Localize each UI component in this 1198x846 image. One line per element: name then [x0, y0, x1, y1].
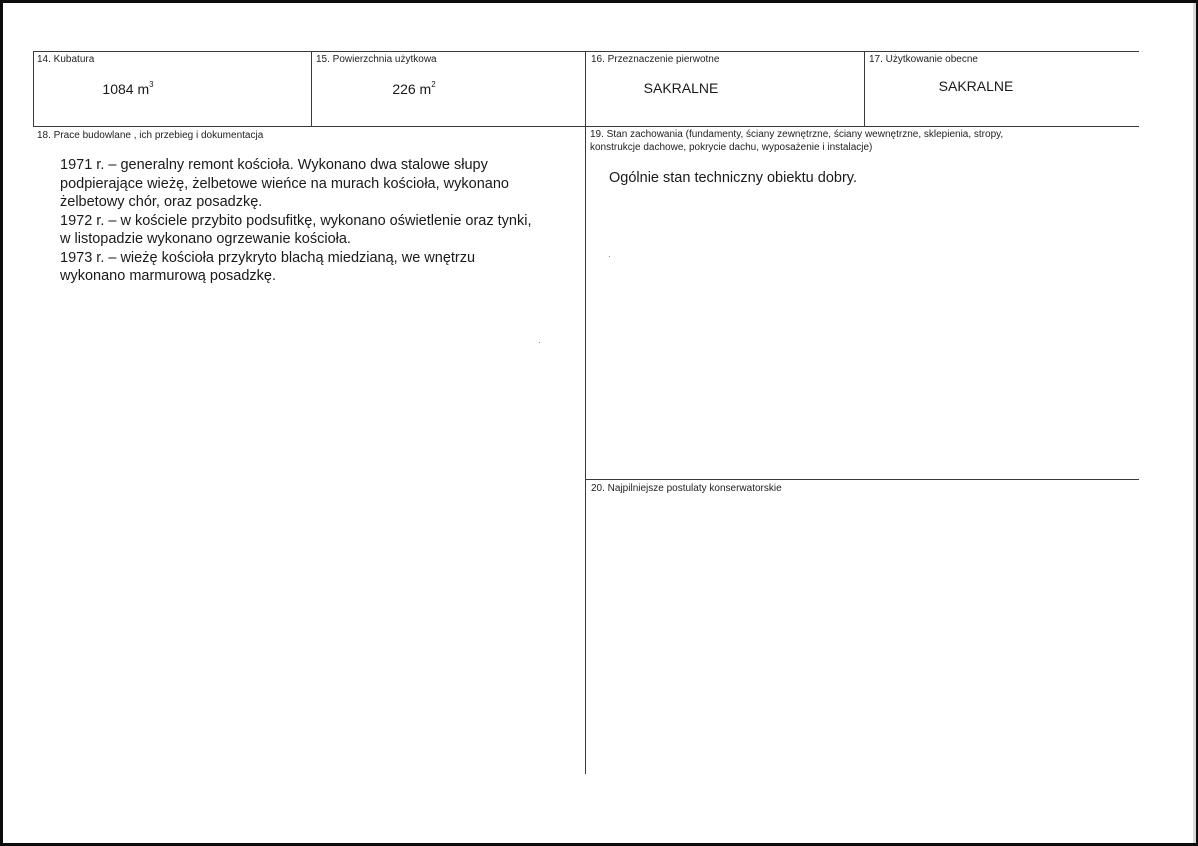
row-divider	[33, 126, 1139, 127]
uzytkowanie-label: 17. Użytkowanie obecne	[869, 54, 978, 65]
prace-text	[60, 156, 580, 286]
top-rule	[33, 51, 1139, 52]
postulaty-label: 20. Najpilniejsze postulaty konserwatorskie	[591, 483, 782, 494]
prace-line: 1972 r. – w kościele przybito podsufitkę, wykonano oświetlenie oraz tynki,	[60, 212, 532, 229]
col-divider-center	[585, 51, 586, 774]
kubatura-value	[63, 80, 193, 97]
prace-line: w listopadzie wykonano ogrzewanie kościoła.	[60, 231, 351, 247]
powierzchnia-value	[349, 80, 479, 97]
form-sheet	[3, 3, 1196, 843]
kubatura-label: 14. Kubatura	[37, 54, 95, 65]
prace-line: 1973 r. – wieżę kościoła przykryto blachą miedzianą, we wnętrzu	[60, 249, 476, 266]
col-divider-14-15	[311, 51, 312, 127]
prace-line: wykonano marmurową posadzkę.	[60, 268, 276, 284]
stan-label-line2: konstrukcje dachowe, pokrycie dachu, wyposażenie i instalacje)	[590, 142, 873, 153]
stan-value: Ogólnie stan techniczny obiektu dobry.	[609, 170, 857, 186]
powierzchnia-label: 15. Powierzchnia użytkowa	[316, 54, 437, 65]
przeznaczenie-value: SAKRALNE	[643, 80, 719, 96]
powierzchnia-exponent: 2	[431, 80, 436, 89]
kubatura-number: 1084 m	[102, 81, 150, 97]
stan-label-line1: 19. Stan zachowania (fundamenty, ściany zewnętrzne, ściany wewnętrzne, sklepienia, stropy,	[590, 129, 1004, 140]
powierzchnia-number: 226 m	[392, 81, 432, 97]
uzytkowanie-value: SAKRALNE	[938, 78, 1014, 94]
kubatura-exponent: 3	[149, 80, 154, 89]
scan-mark: ·	[608, 252, 611, 261]
prace-line: 1971 r. – generalny remont kościoła. Wykonano dwa stalowe słupy	[60, 157, 488, 173]
prace-line: podpierające wieżę, żelbetowe wieńce na murach kościoła, wykonano	[60, 175, 509, 192]
scan-mark: ·	[538, 338, 541, 347]
prace-line: żelbetowy chór, oraz posadzkę.	[60, 194, 263, 210]
przeznaczenie-label: 16. Przeznaczenie pierwotne	[591, 54, 720, 65]
left-border	[33, 51, 34, 127]
section-19-20-divider	[586, 479, 1139, 480]
prace-label: 18. Prace budowlane , ich przebieg i dokumentacja	[37, 130, 264, 141]
